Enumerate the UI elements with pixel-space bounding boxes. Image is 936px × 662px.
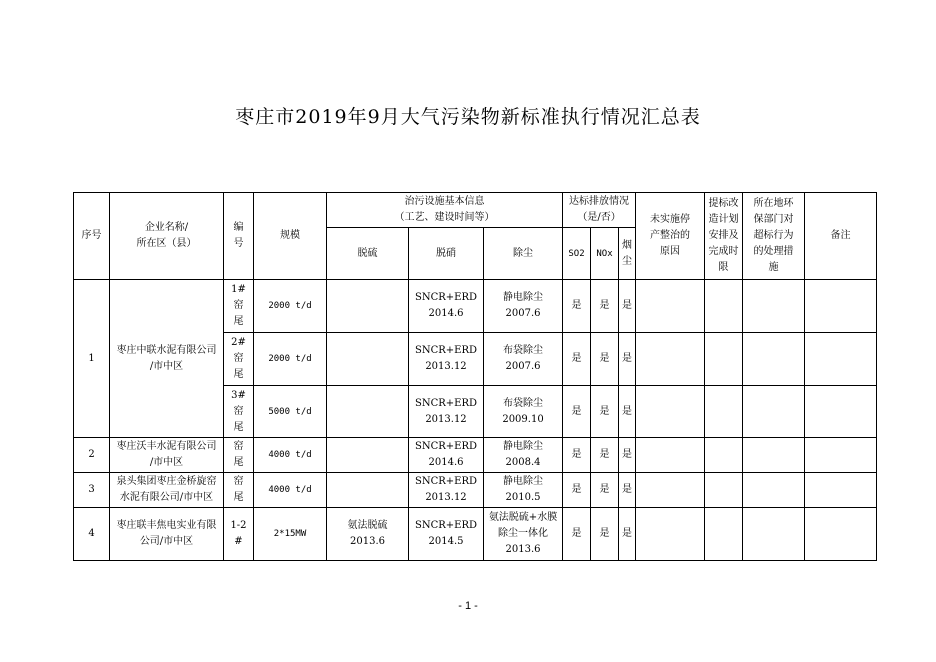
- table-row: [74, 473, 877, 508]
- row-so2: 是: [563, 508, 591, 561]
- header-dust: 除尘: [484, 228, 563, 280]
- row-remarks: [805, 386, 877, 438]
- row-remarks: [805, 438, 877, 473]
- row-denitr: SNCR+ERD 2014.6: [409, 280, 484, 333]
- row-nox: 是: [591, 438, 619, 473]
- header-code: 编 号: [224, 193, 254, 280]
- row-nox: 是: [591, 473, 619, 508]
- row-plan: [705, 508, 743, 561]
- page-number: - 1 -: [458, 600, 478, 612]
- row-reason: [636, 333, 705, 386]
- row-desulf: [327, 280, 409, 333]
- header-denitr: 脱硝: [409, 228, 484, 280]
- row-seq: 4: [74, 508, 110, 561]
- row-denitr: SNCR+ERD 2013.12: [409, 386, 484, 438]
- header-facility: 治污设施基本信息 （工艺、建设时间等）: [327, 193, 563, 228]
- row-smoke: 是: [619, 508, 636, 561]
- row-plan: [705, 333, 743, 386]
- header-compliance: 达标排放情况 （是/否）: [563, 193, 636, 228]
- row-dust: 静电除尘 2010.5: [484, 473, 563, 508]
- row-seq: 2: [74, 438, 110, 473]
- row-so2: 是: [563, 438, 591, 473]
- row-code: 1# 窑 尾: [224, 280, 254, 333]
- row-plan: [705, 473, 743, 508]
- row-code: 窑 尾: [224, 438, 254, 473]
- header-so2: SO2: [563, 228, 591, 280]
- table-row: [74, 438, 877, 473]
- row-denitr: SNCR+ERD 2014.6: [409, 438, 484, 473]
- row-scale: 4000 t/d: [254, 438, 327, 473]
- row-company: 泉头集团枣庄金桥旋窑 水泥有限公司/市中区: [110, 473, 224, 508]
- row-so2: 是: [563, 386, 591, 438]
- header-company: 企业名称/ 所在区（县）: [110, 193, 224, 280]
- row-remarks: [805, 333, 877, 386]
- row-nox: 是: [591, 386, 619, 438]
- row-smoke: 是: [619, 473, 636, 508]
- row-code: 1-2 #: [224, 508, 254, 561]
- row-scale: 4000 t/d: [254, 473, 327, 508]
- row-code: 窑 尾: [224, 473, 254, 508]
- row-company: 枣庄联丰焦电实业有限 公司/市中区: [110, 508, 224, 561]
- header-seq: 序号: [74, 193, 110, 280]
- row-reason: [636, 386, 705, 438]
- row-so2: 是: [563, 473, 591, 508]
- row-reason: [636, 438, 705, 473]
- row-denitr: SNCR+ERD 2013.12: [409, 473, 484, 508]
- row-measures: [743, 386, 805, 438]
- row-measures: [743, 280, 805, 333]
- row-smoke: 是: [619, 333, 636, 386]
- header-smoke: 烟 尘: [619, 228, 636, 280]
- row-desulf: [327, 473, 409, 508]
- header-reason: 未实施停 产整治的 原因: [636, 193, 705, 280]
- row-plan: [705, 280, 743, 333]
- row-measures: [743, 473, 805, 508]
- header-measures: 所在地环 保部门对 超标行为 的处理措 施: [743, 193, 805, 280]
- row-remarks: [805, 473, 877, 508]
- row-scale: 2000 t/d: [254, 333, 327, 386]
- row-code: 2# 窑 尾: [224, 333, 254, 386]
- row-scale: 2*15MW: [254, 508, 327, 561]
- row-smoke: 是: [619, 386, 636, 438]
- row-desulf: 氨法脱硫 2013.6: [327, 508, 409, 561]
- row-dust: 布袋除尘 2007.6: [484, 333, 563, 386]
- row-so2: 是: [563, 280, 591, 333]
- row-plan: [705, 438, 743, 473]
- row-nox: 是: [591, 333, 619, 386]
- header-nox: NOx: [591, 228, 619, 280]
- row-code: 3# 窑 尾: [224, 386, 254, 438]
- summary-table: [73, 192, 877, 561]
- row-desulf: [327, 386, 409, 438]
- row-desulf: [327, 333, 409, 386]
- row-denitr: SNCR+ERD 2014.5: [409, 508, 484, 561]
- table-row: [74, 280, 877, 333]
- row-dust: 静电除尘 2007.6: [484, 280, 563, 333]
- row-reason: [636, 508, 705, 561]
- row-desulf: [327, 438, 409, 473]
- row-seq: 1: [74, 280, 110, 438]
- row-company: 枣庄中联水泥有限公司 /市中区: [110, 280, 224, 438]
- header-desulf: 脱硫: [327, 228, 409, 280]
- row-nox: 是: [591, 508, 619, 561]
- row-nox: 是: [591, 280, 619, 333]
- header-plan: 提标改 造计划 安排及 完成时 限: [705, 193, 743, 280]
- row-remarks: [805, 280, 877, 333]
- row-scale: 5000 t/d: [254, 386, 327, 438]
- row-seq: 3: [74, 473, 110, 508]
- row-remarks: [805, 508, 877, 561]
- document-title: 枣庄市2019年9月大气污染物新标准执行情况汇总表: [235, 106, 701, 128]
- row-plan: [705, 386, 743, 438]
- row-reason: [636, 280, 705, 333]
- header-scale: 规模: [254, 193, 327, 280]
- row-so2: 是: [563, 333, 591, 386]
- row-measures: [743, 508, 805, 561]
- row-dust: 静电除尘 2008.4: [484, 438, 563, 473]
- row-dust: 氨法脱硫+水膜 除尘一体化 2013.6: [484, 508, 563, 561]
- row-measures: [743, 438, 805, 473]
- header-row-1: [74, 193, 877, 228]
- row-dust: 布袋除尘 2009.10: [484, 386, 563, 438]
- row-company: 枣庄沃丰水泥有限公司 /市中区: [110, 438, 224, 473]
- header-remarks: 备注: [805, 193, 877, 280]
- table-row: [74, 508, 877, 561]
- row-smoke: 是: [619, 438, 636, 473]
- row-scale: 2000 t/d: [254, 280, 327, 333]
- row-denitr: SNCR+ERD 2013.12: [409, 333, 484, 386]
- row-reason: [636, 473, 705, 508]
- row-measures: [743, 333, 805, 386]
- row-smoke: 是: [619, 280, 636, 333]
